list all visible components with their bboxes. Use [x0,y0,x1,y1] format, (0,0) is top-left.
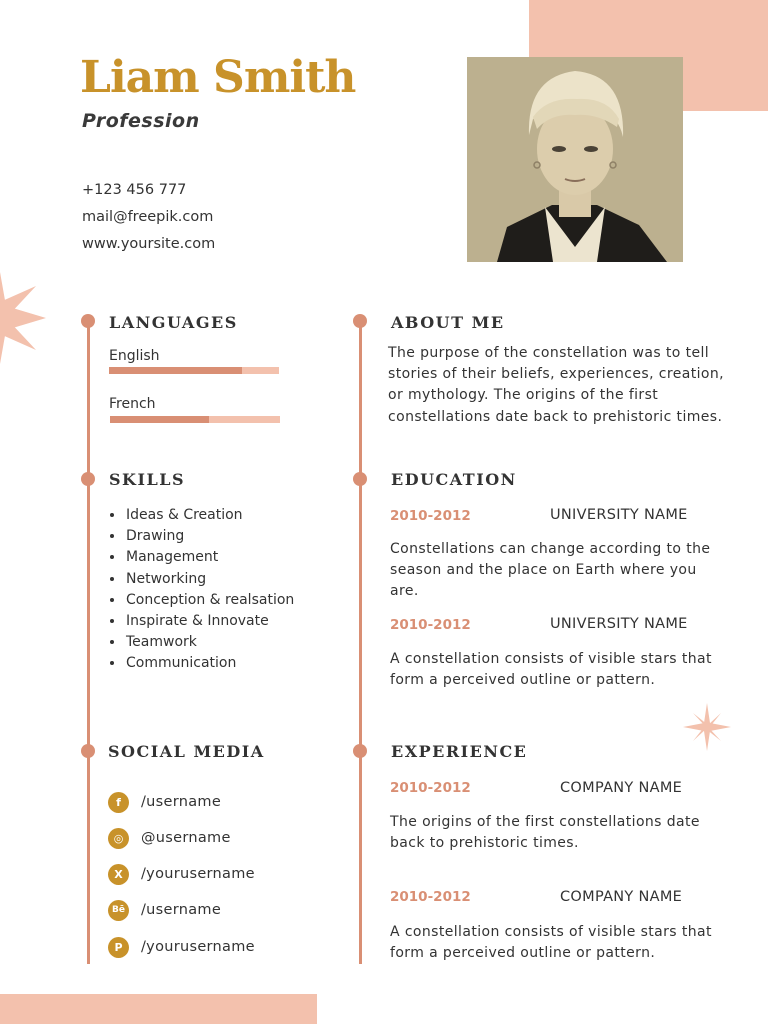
skill-item: Teamwork [108,632,294,653]
about-text: The purpose of the constellation was to tell stories of their beliefs, experiences, creation, or mythology. The origins of the first constellations date back to prehistoric times. [388,345,724,425]
languages-timeline-dot [81,314,95,328]
right-timeline-line [359,321,362,964]
contact-email: mail@freepik.com [82,209,214,225]
skills-list [108,505,294,675]
skill-item: Communication [108,653,294,674]
instagram-icon: ◎ [108,828,129,849]
social-handle: /yourusername [141,939,255,955]
social-handle: /username [141,794,222,810]
profile-photo [467,57,683,262]
about-heading: ABOUT ME [391,313,505,332]
social-row-pinterest[interactable] [108,936,255,958]
experience-timeline-dot [353,744,367,758]
left-timeline-line [87,321,90,964]
education-heading: EDUCATION [391,470,517,489]
language-bar-fill-english [109,367,242,374]
skill-item: Inspirate & Innovate [108,611,294,632]
experience-description: The origins of the first constellations date back to prehistoric times. [390,814,700,852]
candidate-name: Liam Smith [80,52,356,103]
social-media-heading: SOCIAL MEDIA [108,742,265,761]
social-row-instagram[interactable] [108,827,231,849]
star-decoration-right-icon [683,703,731,751]
social-timeline-dot [81,744,95,758]
facebook-icon: f [108,792,129,813]
star-decoration-left-icon [0,272,50,364]
experience-company: COMPANY NAME [560,889,683,905]
education-institution: UNIVERSITY NAME [550,616,688,632]
language-label-french: French [109,396,156,412]
skill-item: Networking [108,569,294,590]
language-bar-fill-french [110,416,209,423]
education-institution: UNIVERSITY NAME [550,507,688,523]
education-date: 2010-2012 [390,617,471,633]
social-handle: /yourusername [141,866,255,882]
x-icon: X [108,864,129,885]
skills-heading: SKILLS [109,470,185,489]
skill-item: Drawing [108,526,294,547]
about-timeline-dot [353,314,367,328]
education-description: A constellation consists of visible stars that form a perceived outline or pattern. [390,651,712,689]
education-timeline-dot [353,472,367,486]
pinterest-icon: P [108,937,129,958]
social-handle: /username [141,902,222,918]
skill-item: Conception & realsation [108,590,294,611]
skills-timeline-dot [81,472,95,486]
experience-description: A constellation consists of visible stars that form a perceived outline or pattern. [390,924,712,962]
social-handle: @username [141,830,231,846]
language-label-english: English [109,348,160,364]
profession-title: Profession [82,110,200,132]
experience-date: 2010-2012 [390,780,471,796]
experience-heading: EXPERIENCE [391,742,528,761]
experience-date: 2010-2012 [390,889,471,905]
contact-website: www.yoursite.com [82,236,216,252]
social-row-x[interactable] [108,863,255,885]
decorative-peach-block-bottom [0,994,317,1024]
contact-phone: +123 456 777 [82,182,187,198]
language-bar-french [110,416,280,423]
experience-company: COMPANY NAME [560,780,683,796]
behance-icon: Bē [108,900,129,921]
social-row-facebook[interactable] [108,791,221,813]
skill-item: Ideas & Creation [108,505,294,526]
language-bar-english [109,367,279,374]
social-row-behance[interactable] [108,899,221,921]
languages-heading: LANGUAGES [109,313,238,332]
skill-item: Management [108,547,294,568]
education-description: Constellations can change according to the season and the place on Earth where you are. [390,541,711,600]
education-date: 2010-2012 [390,508,471,524]
